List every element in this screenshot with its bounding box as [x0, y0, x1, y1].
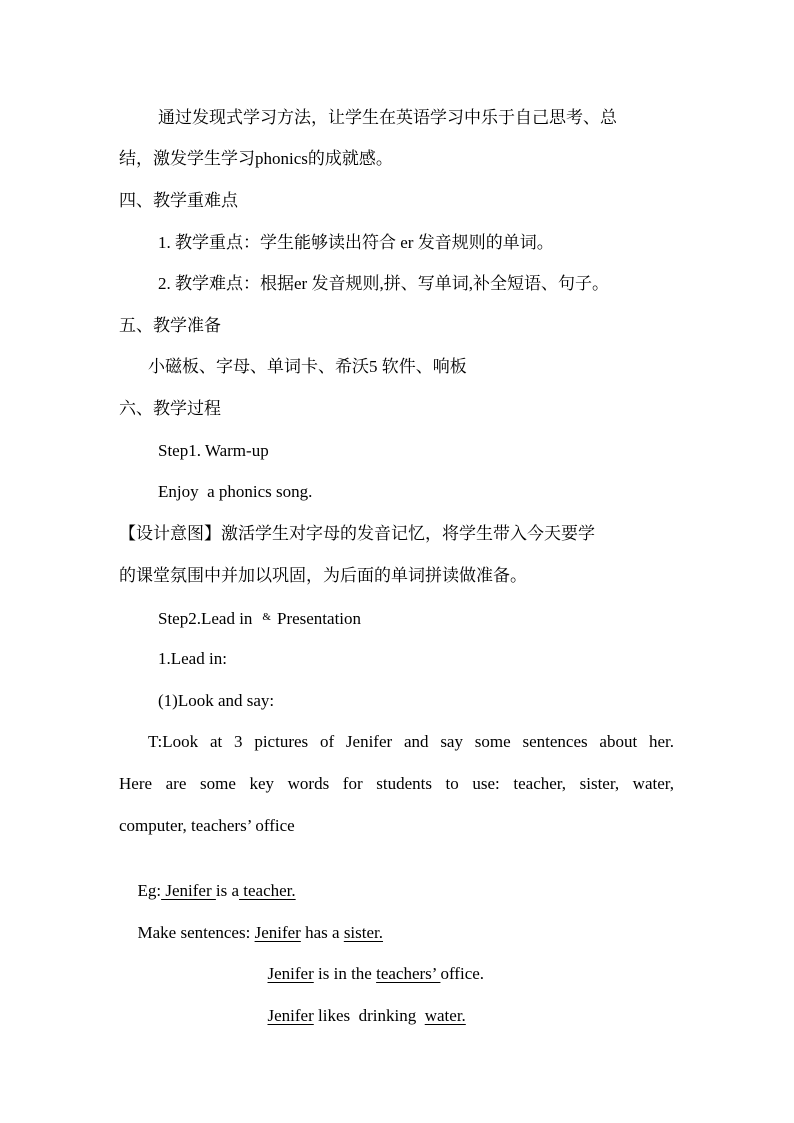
section-heading: 六、教学过程 [119, 399, 221, 418]
example-text: has a [300, 923, 344, 942]
step-title-part: Step2.Lead in [158, 609, 253, 628]
example-text: office. [440, 964, 485, 983]
list-item: 2. 教学难点：根据er 发音规则,拼、写单词,补全短语、句子。 [158, 274, 609, 293]
blank-name: Jenifer [267, 964, 314, 983]
paragraph-line: 【设计意图】激活学生对字母的发音记忆，将学生带入今天要学 [119, 524, 595, 543]
paragraph-line: 的课堂氛围中并加以巩固，为后面的单词拼读做准备。 [119, 566, 527, 585]
example-text: is in the [313, 964, 377, 983]
blank-word: water. [424, 1006, 466, 1025]
example-line [259, 980, 466, 1028]
section-heading: 四、教学重难点 [119, 191, 238, 210]
paragraph-line: T:Look at 3 pictures of Jenifer and say some sentences about her. [148, 732, 674, 751]
blank-name: Jenifer [254, 923, 301, 942]
blank-word: teacher. [239, 881, 296, 900]
blank-word: sister. [343, 923, 384, 942]
list-item: 1. 教学重点：学生能够读出符合 er 发音规则的单词。 [158, 233, 554, 252]
blank-word: teachers’ [376, 964, 441, 983]
paragraph-line: Enjoy a phonics song. [158, 482, 313, 501]
blank-name: Jenifer [267, 1006, 314, 1025]
paragraph-line: Here are some key words for students to use: teacher, sister, water, [119, 774, 674, 793]
blank-name: Jenifer [161, 881, 216, 900]
sub-heading: (1)Look and say: [158, 691, 275, 710]
paragraph-line: 小磁板、字母、单词卡、希沃5 软件、响板 [148, 357, 467, 376]
example-text: likes drinking [313, 1006, 425, 1025]
example-line [129, 855, 296, 903]
step-title: Step1. Warm-up [158, 441, 269, 460]
step-title [158, 605, 361, 631]
example-label: Make sentences: [137, 923, 251, 942]
paragraph-line: 结，激发学生学习phonics的成就感。 [119, 149, 393, 168]
step-title-part: Presentation [276, 609, 362, 628]
section-heading: 五、教学准备 [119, 316, 221, 335]
example-line [259, 938, 484, 986]
paragraph-line: computer, teachers’ office [119, 816, 295, 835]
example-label: Eg: [137, 881, 162, 900]
paragraph-line: 通过发现式学习方法，让学生在英语学习中乐于自己思考、总 [158, 108, 617, 127]
sub-heading: 1.Lead in: [158, 649, 227, 668]
ampersand: & [262, 611, 271, 623]
example-text: is a [215, 881, 240, 900]
